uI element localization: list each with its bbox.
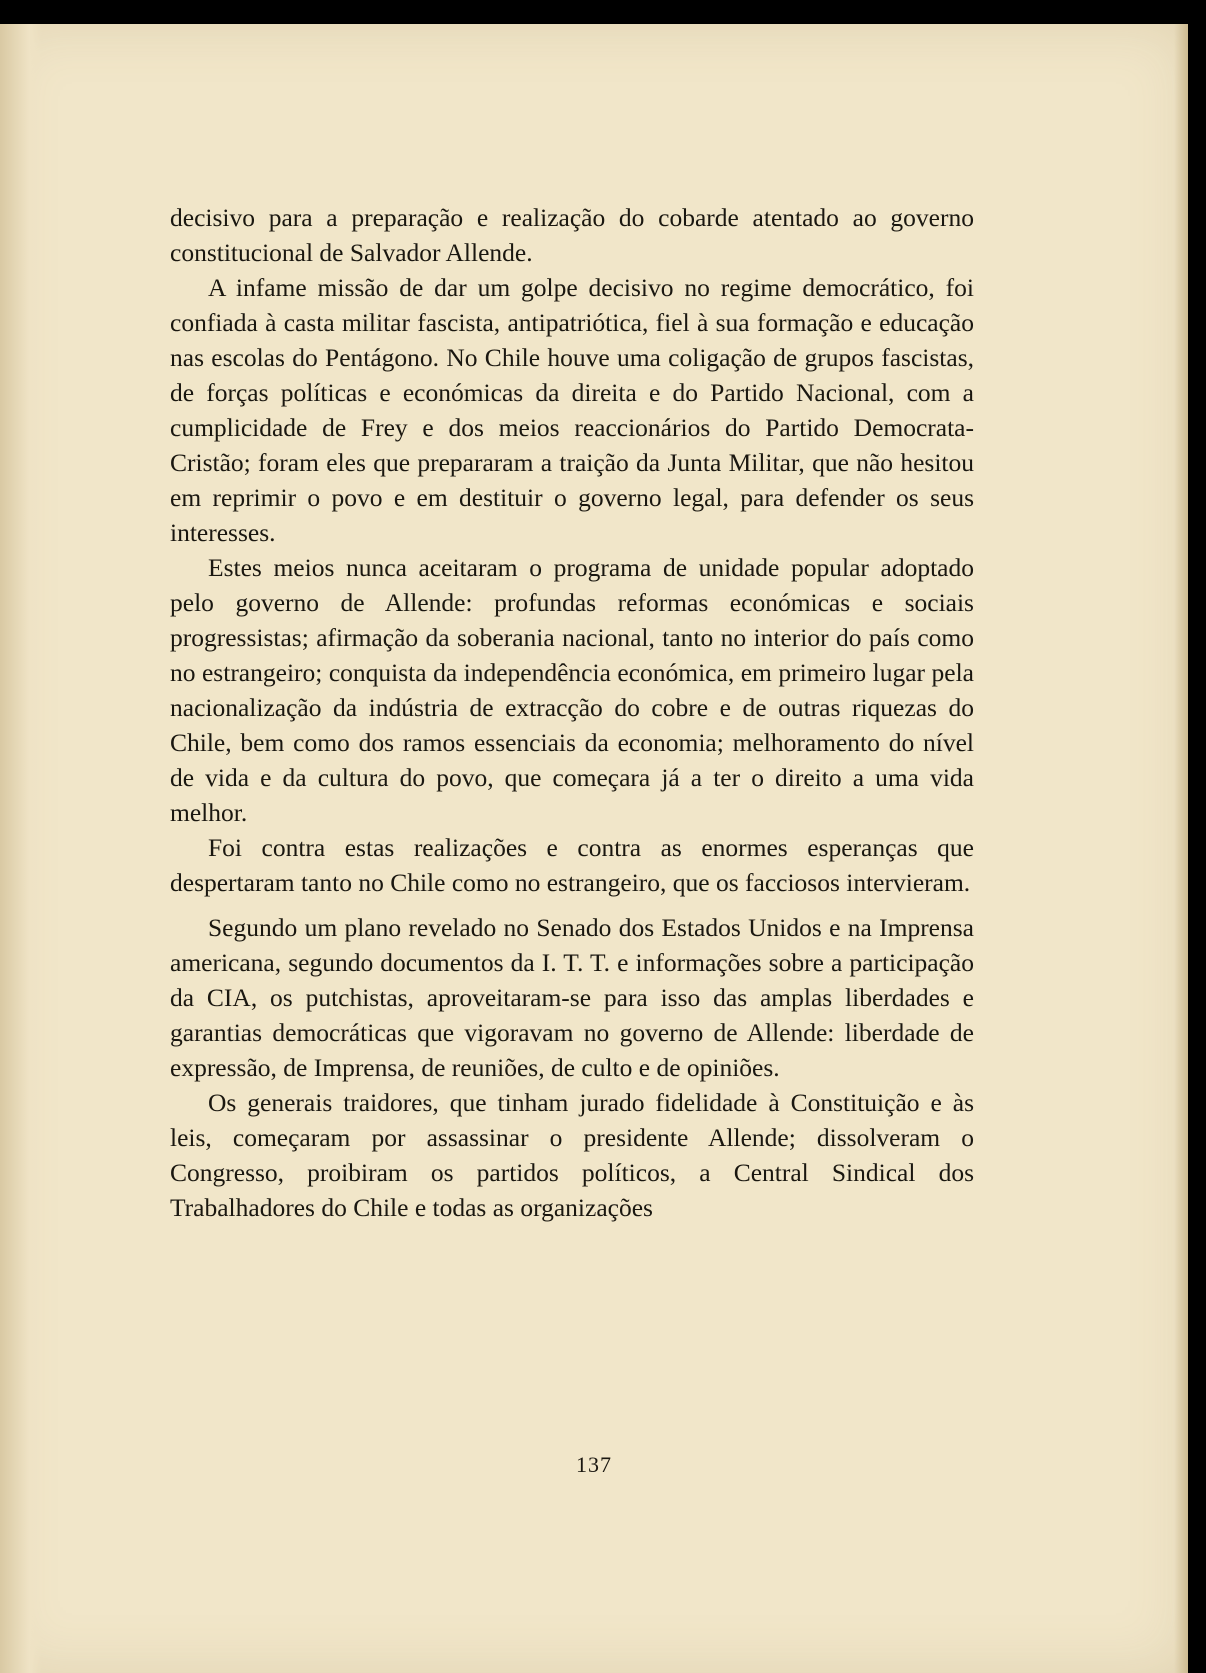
body-text bbox=[170, 200, 974, 1225]
paragraph-continuation: decisivo para a preparação e realização do cobarde atentado ao governo constitucional de Salvador Allende. bbox=[170, 203, 974, 267]
page-number: 137 bbox=[576, 1452, 612, 1477]
paragraph: Foi contra estas realizações e contra as enormes esperanças que despertaram tanto no Chile como no estrangeiro, que os facciosos intervieram. bbox=[170, 833, 974, 897]
page-edge-shadow bbox=[1174, 24, 1188, 1673]
page-gutter-shadow bbox=[0, 24, 42, 1673]
paragraph: Segundo um plano revelado no Senado dos Estados Unidos e na Imprensa americana, segundo documentos da I. T. T. e informações sobre a participação da CIA, os putchistas, aproveitaram-se para isso das amplas liberdades e garantias democráticas que vigoravam no governo de Allende: liberdade de expressão, de Imprensa, de reuniões, de culto e de opiniões. bbox=[170, 913, 974, 1082]
paragraph: Os generais traidores, que tinham jurado fidelidade à Constituição e às leis, começaram por assassinar o presidente Allende; dissolveram o Congresso, proibiram os partidos políticos, a Central Sindical dos Trabalhadores do Chile e todas as organizações bbox=[170, 1088, 974, 1222]
paragraph: Estes meios nunca aceitaram o programa de unidade popular adoptado pelo governo de Allende: profundas reformas económicas e sociais progressistas; afirmação da soberania nacional, tanto no interior do país como no estrangeiro; conquista da independência económica, em primeiro lugar pela nacionalização da indústria de extracção do cobre e de outras riquezas do Chile, bem como dos ramos essenciais da economia; melhoramento do nível de vida e da cultura do povo, que começara já a ter o direito a uma vida melhor. bbox=[170, 553, 974, 827]
paragraph: A infame missão de dar um golpe decisivo no regime democrático, foi confiada à casta militar fascista, antipatriótica, fiel à sua formação e educação nas escolas do Pentágono. No Chile houve uma coligação de grupos fascistas, de forças políticas e económicas da direita e do Partido Nacional, com a cumplicidade de Frey e dos meios reaccionários do Partido Democrata-Cristão; foram eles que prepararam a traição da Junta Militar, que não hesitou em reprimir o povo e em destituir o governo legal, para defender os seus interesses. bbox=[170, 273, 974, 547]
book-page bbox=[0, 24, 1188, 1673]
